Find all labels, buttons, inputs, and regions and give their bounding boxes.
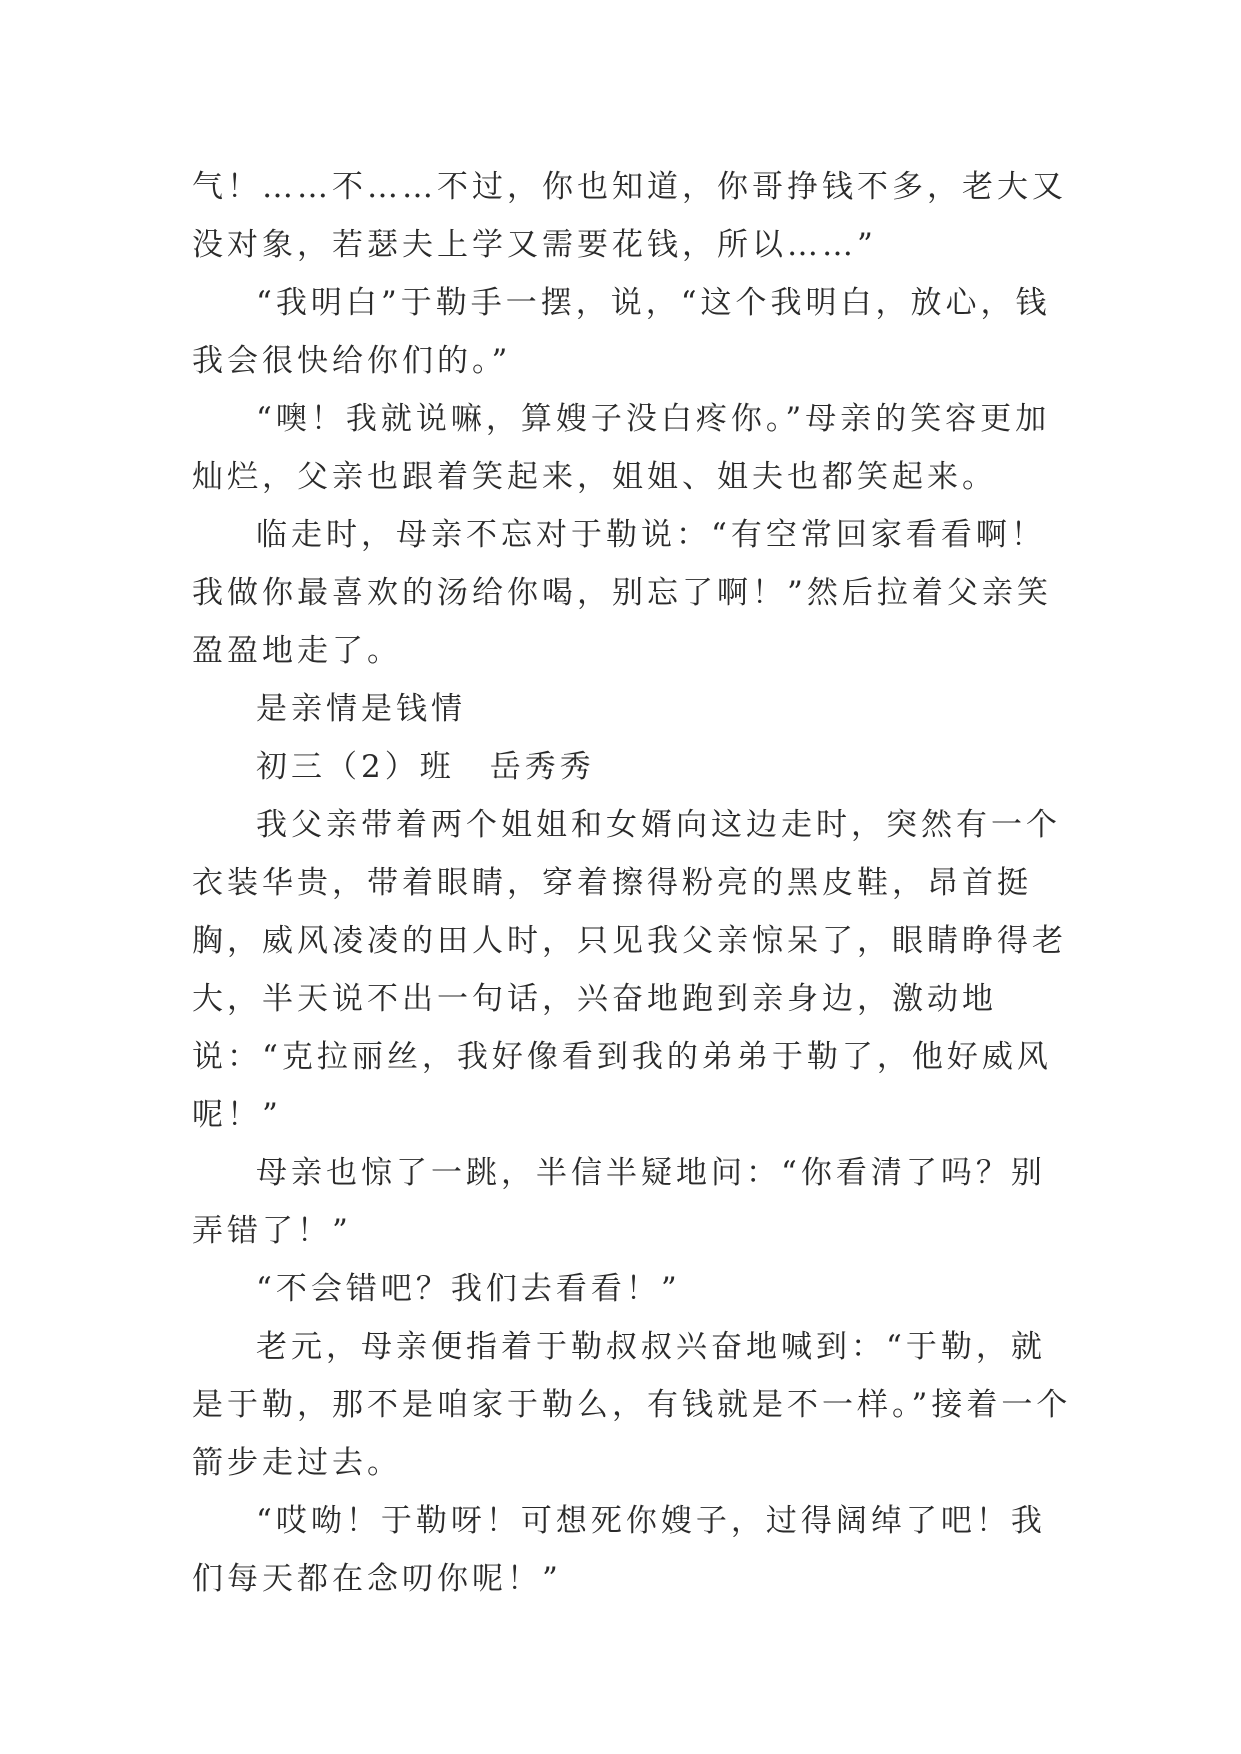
paragraph-8: 老元，母亲便指着于勒叔叔兴奋地喊到：“于勒，就是于勒，那不是咱家于勒么，有钱就是不一样。”接着一个箭步走过去。 [192, 1329, 1072, 1481]
paragraph-3: “噢！我就说嘛，算嫂子没白疼你。”母亲的笑容更加灿烂，父亲也跟着笑起来，姐姐、姐夫也都笑起来。 [192, 401, 1051, 495]
paragraph-4: 临走时，母亲不忘对于勒说：“有空常回家看看啊！我做你最喜欢的汤给你喝，别忘了啊！”然后拉着父亲笑盈盈地走了。 [192, 517, 1052, 669]
paragraph-7: “不会错吧？我们去看看！” [256, 1271, 681, 1307]
paragraph-2: “我明白”于勒手一摆，说，“这个我明白，放心，钱我会很快给你们的。” [192, 285, 1051, 379]
paragraph-1: 气！……不……不过，你也知道，你哥挣钱不多，老大又没对象，若瑟夫上学又需要花钱，所以……” [192, 169, 1067, 263]
paragraph-9: “哎呦！于勒呀！可想死你嫂子，过得阔绰了吧！我们每天都在念叨你呢！” [192, 1503, 1046, 1597]
essay-author: 初三（2）班 岳秀秀 [256, 749, 595, 785]
paragraph-5: 我父亲带着两个姐姐和女婿向这边走时，突然有一个衣装华贵，带着眼睛，穿着擦得粉亮的黑皮鞋，昂首挺胸，威风凌凌的田人时，只见我父亲惊呆了，眼睛睁得老大，半天说不出一句话，兴奋地跑到亲身边，激动地说：“克拉丽丝，我好像看到我的弟弟于勒了，他好威风呢！” [192, 807, 1067, 1133]
paragraph-6: 母亲也惊了一跳，半信半疑地问：“你看清了吗？别弄错了！” [192, 1155, 1046, 1249]
document-body [192, 158, 1072, 1608]
essay-title: 是亲情是钱情 [256, 691, 466, 727]
